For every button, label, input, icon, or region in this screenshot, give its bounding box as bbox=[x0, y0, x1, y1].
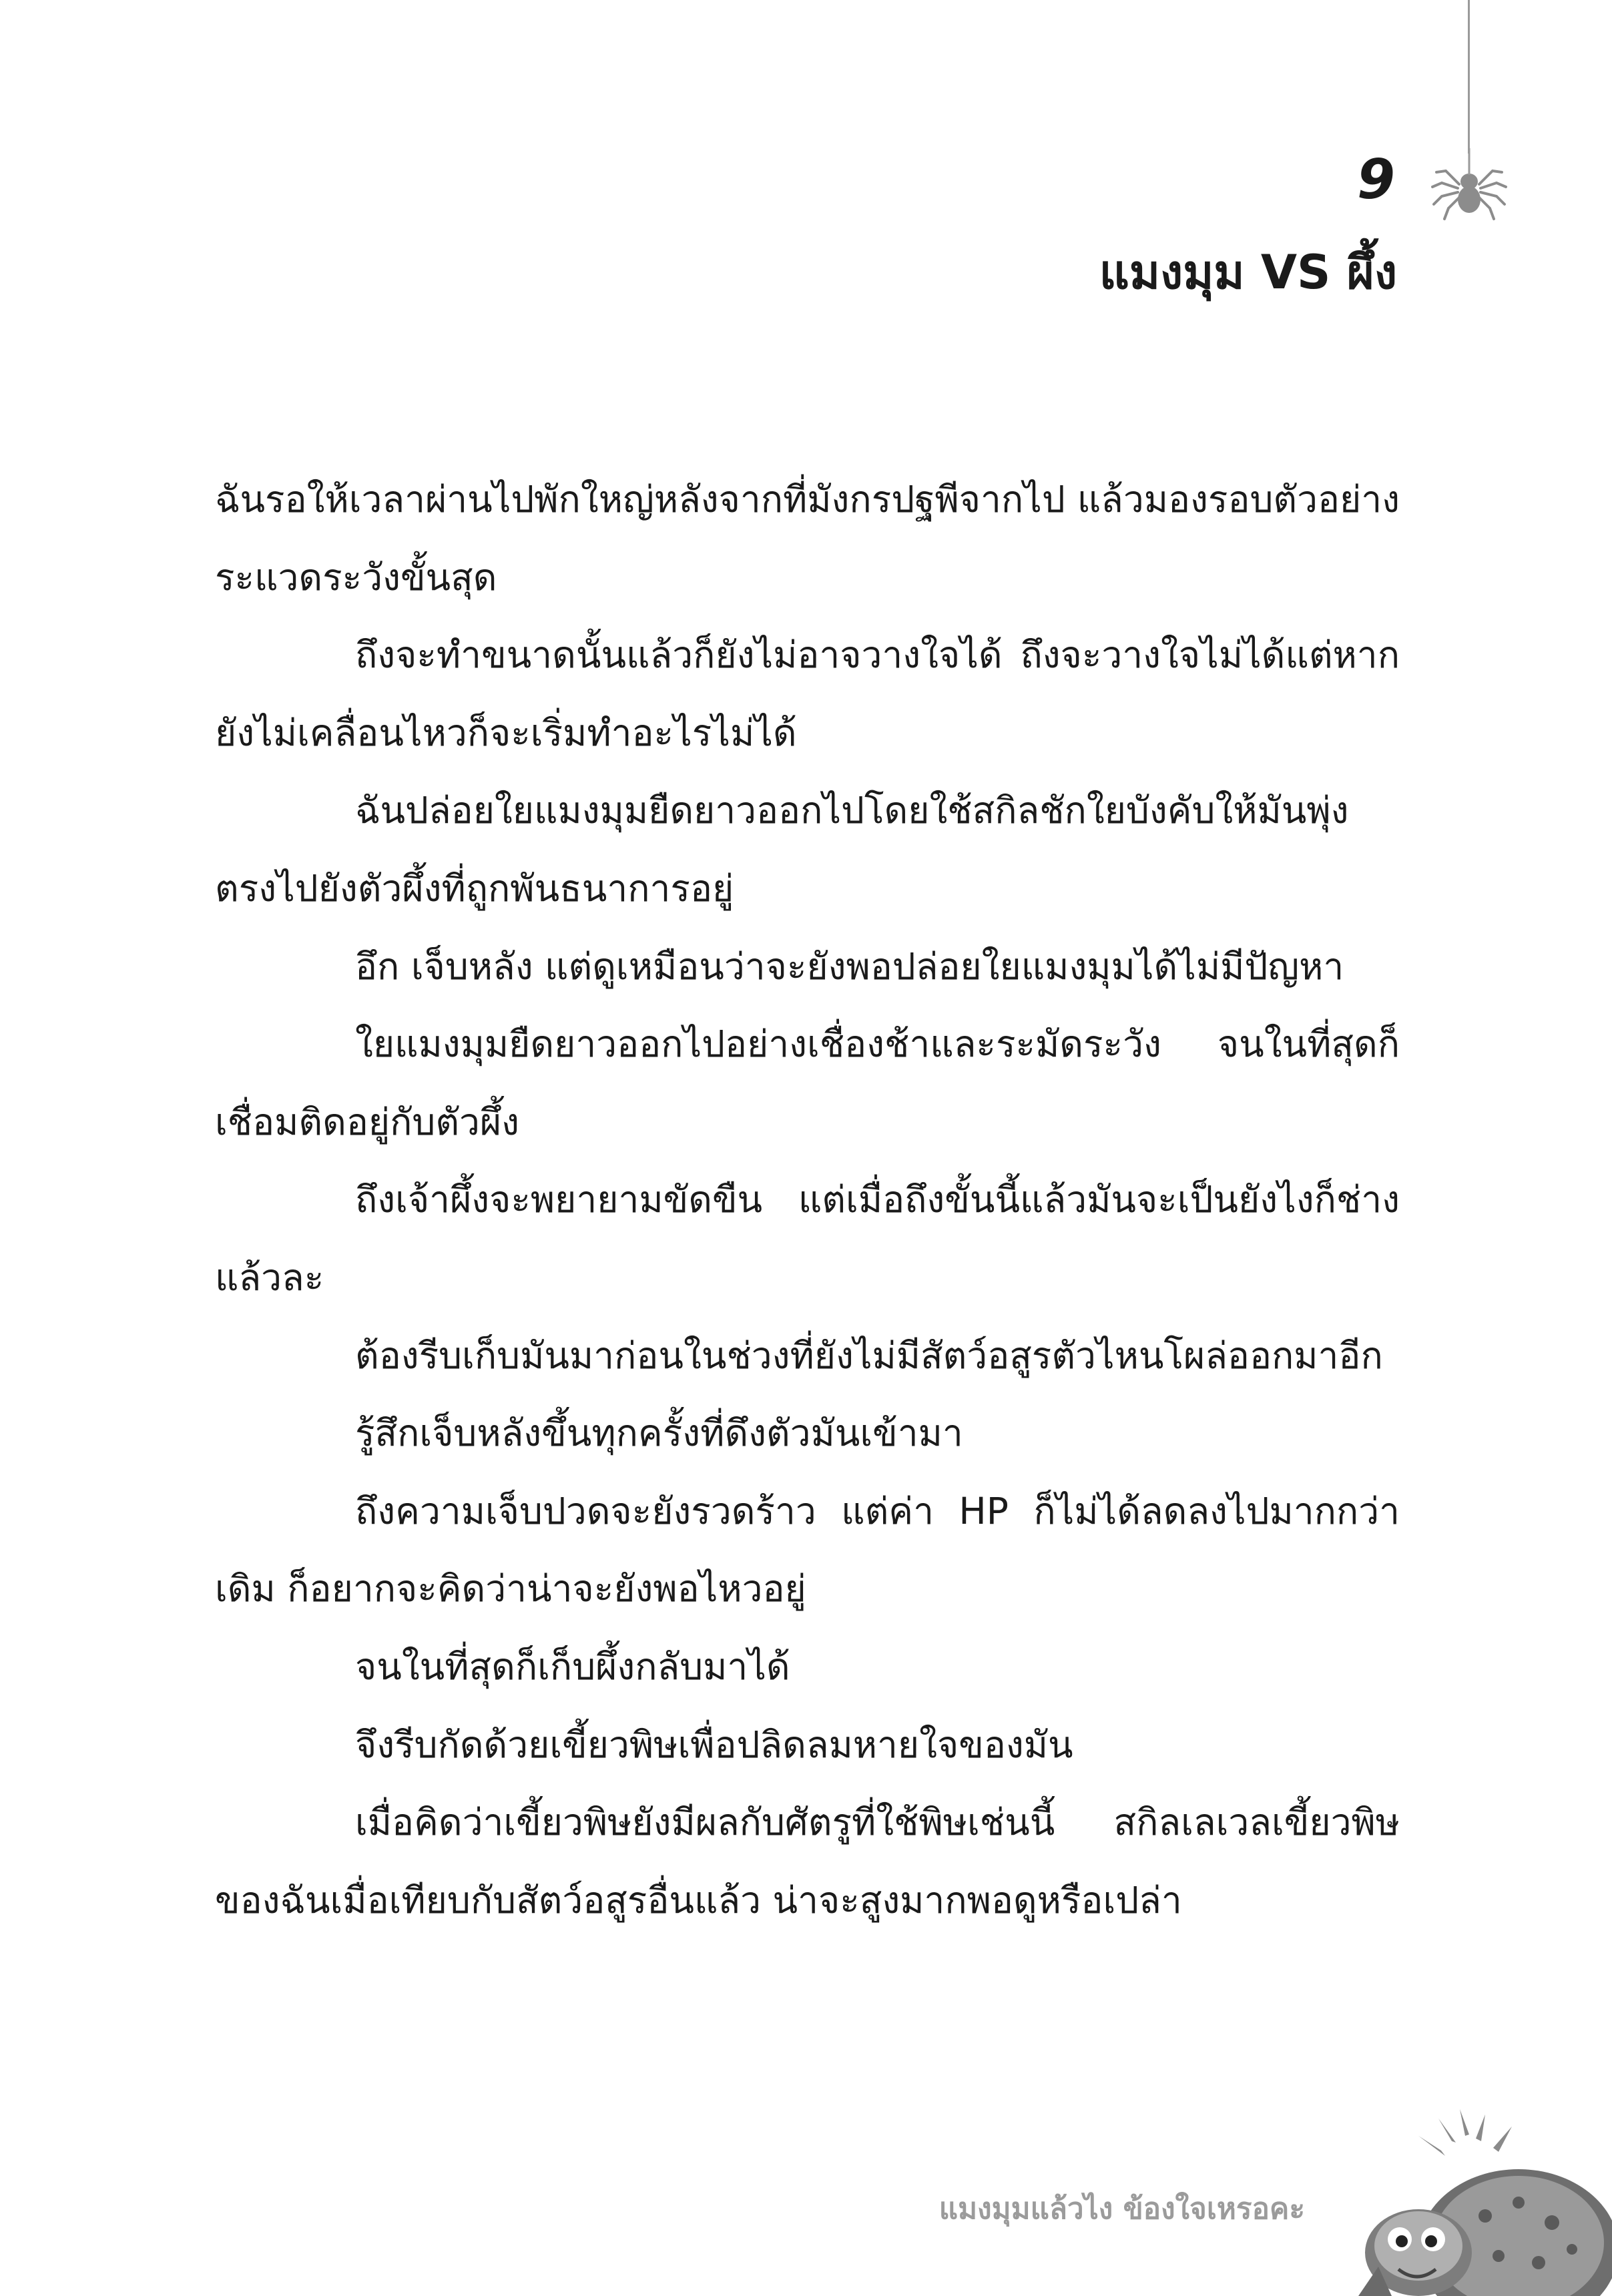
paragraph: อึก เจ็บหลัง แต่ดูเหมือนว่าจะยังพอปล่อยใยแมงมุมได้ไม่มีปัญหา bbox=[355, 944, 1344, 988]
spider-thread bbox=[1468, 0, 1470, 154]
footer-book-title: แมงมุมแล้วไง ข้องใจเหรอคะ bbox=[938, 2192, 1305, 2226]
paragraph: ใยแมงมุมยืดยาวออกไปอย่างเชื่องช้าและระมัดระวัง จนในที่สุดก็เชื่อมติดอยู่กับตัวผึ้ง bbox=[215, 1023, 1400, 1143]
chapter-title: แมงมุม VS ผึ้ง bbox=[1099, 245, 1397, 300]
paragraph: ถึงความเจ็บปวดจะยังรวดร้าว แต่ค่า HP ก็ไม่ได้ลดลงไปมากกว่าเดิม ก็อยากจะคิดว่าน่าจะยังพอไหวอยู่ bbox=[215, 1489, 1400, 1611]
paragraph: ถึงจะทำขนาดนั้นแล้วก็ยังไม่อาจวางใจได้ ถึงจะวางใจไม่ได้แต่หากยังไม่เคลื่อนไหวก็จะเริ่มทำอะไรไม่ได้ bbox=[215, 633, 1400, 754]
paragraph: รู้สึกเจ็บหลังขึ้นทุกครั้งที่ดึงตัวมันเข้ามา bbox=[355, 1412, 963, 1455]
body-text bbox=[215, 461, 1400, 1939]
paragraph: จึงรีบกัดด้วยเขี้ยวพิษเพื่อปลิดลมหายใจของมัน bbox=[355, 1723, 1073, 1766]
paragraph: ต้องรีบเก็บมันมาก่อนในช่วงที่ยังไม่มีสัตว์อสูรตัวไหนโผล่ออกมาอีก bbox=[355, 1334, 1383, 1377]
paragraph: ฉันปล่อยใยแมงมุมยืดยาวออกไปโดยใช้สกิลชักใยบังคับให้มันพุ่งตรงไปยังตัวผึ้งที่ถูกพันธนาการอยู่ bbox=[215, 789, 1349, 910]
chapter-number: 9 bbox=[1356, 148, 1395, 212]
paragraph: จนในที่สุดก็เก็บผึ้งกลับมาได้ bbox=[355, 1645, 790, 1688]
paragraph: ฉันรอให้เวลาผ่านไปพักใหญ่หลังจากที่มังกรปฐพีจากไป แล้วมองรอบตัวอย่างระแวดระวังขั้นสุด bbox=[215, 478, 1400, 599]
paragraph: เมื่อคิดว่าเขี้ยวพิษยังมีผลกับศัตรูที่ใช้พิษเช่นนี้ สกิลเลเวลเขี้ยวพิษของฉันเมื่อเทียบกับสัตว์อสูรอื่นแล้ว น่าจะสูงมากพอดูหรือเปล่า bbox=[215, 1801, 1400, 1922]
paragraph: ถึงเจ้าผึ้งจะพยายามขัดขืน แต่เมื่อถึงขั้นนี้แล้วมันจะเป็นยังไงก็ช่างแล้วละ bbox=[215, 1178, 1400, 1299]
spider-icon bbox=[1428, 148, 1510, 230]
spider-mascot-illustration bbox=[1318, 2109, 1612, 2296]
